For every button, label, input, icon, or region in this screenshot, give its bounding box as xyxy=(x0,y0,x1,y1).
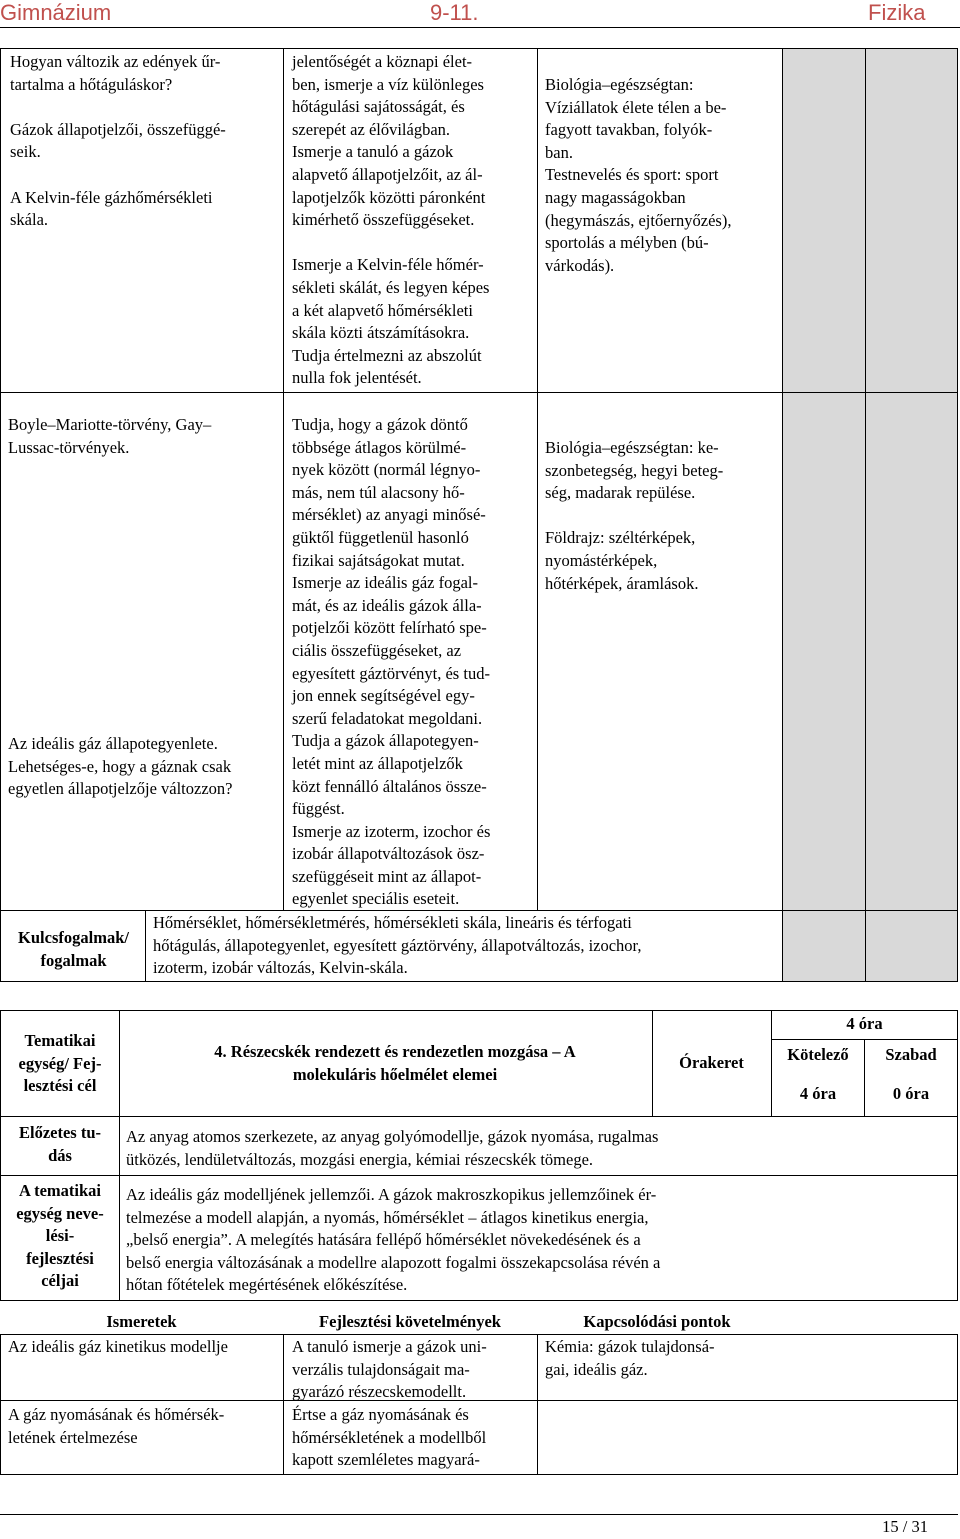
row2-kapcsolodasi: Biológia–egészségtan: ke- szonbetegség, hegyi beteg- ség, madarak repülése. Földrajz: széltérképek, nyomástérképek, hőtérképek, áramlások. xyxy=(545,438,724,593)
cell-kapcsolodasi: Kémia: gázok tulajdonsá- gai, ideális gáz. xyxy=(545,1337,715,1379)
cell-fejlesztesi: A tanuló ismerje a gázok uni- verzális tulajdonságait ma- gyarázó részecskemodellt. xyxy=(292,1337,487,1402)
szabad-label: Szabad xyxy=(885,1045,937,1064)
col-header-fejlesztesi: Fejlesztési követelmények xyxy=(319,1312,501,1331)
col-header-kapcsolodasi: Kapcsolódási pontok xyxy=(583,1312,731,1331)
kulcsfogalmak-label: Kulcsfogalmak/ fogalmak xyxy=(18,928,129,970)
row1-ismeretek: Hogyan változik az edények űr- tartalma a hőtáguláskor? Gázok állapotjelzői, összefüggé- seik. A Kelvin-féle gázhőmérsékleti skála. xyxy=(10,52,226,230)
shaded-column xyxy=(783,48,865,981)
unit-title: 4. Részecskék rendezett és rendezetlen mozgása – A molekuláris hőelmélet elemei xyxy=(214,1042,576,1084)
elozetes-label: Előzetes tu- dás xyxy=(18,1123,102,1165)
row2-fejlesztesi: Tudja, hogy a gázok döntő többsége átlagos körülmé- nyek között (normál légnyo- más, nem túl alacsony hő- mérséklet) az anyagi minősé- güktől függetlenül hasonló fizikai sajátságokat mutat. Ismerje az ideális gáz fogal- mát, és az ideális gázok álla- potjelzői között felírható spe- ciális összefüggéseket, az egyesített gáztörvényt, és tud- jon ennek segítségével egy- szerű feladatokat megoldani. Tudja a gázok állapotegyen- letét mint az állapotjelzők közt fennálló általános össze- függést. Ismerje az izoterm, izochor és izobár állapotváltozások ösz- szefüggéseit mint az állapot- egyenlet speciális eseteit. xyxy=(292,415,491,909)
page-number: 15 / 31 xyxy=(882,1517,928,1536)
cell-fejlesztesi: Értse a gáz nyomásának és hőmérsékletének a modellből kapott szemléletes magyará- xyxy=(292,1405,487,1470)
header-subject: Fizika xyxy=(868,0,926,25)
shaded-column xyxy=(866,48,957,981)
header-school: Gimnázium xyxy=(0,0,112,25)
footer-rule xyxy=(0,1514,958,1515)
unit-label: Tematikai egység/ Fej- lesztési cél xyxy=(18,1031,102,1096)
szabad-hours: 0 óra xyxy=(892,1084,930,1103)
row2-ismeretek-b: Az ideális gáz állapotegyenlete. Lehetséges-e, hogy a gáznak csak egyetlen állapotjelzője változzon? xyxy=(8,734,233,799)
cell-ismeretek: A gáz nyomásának és hőmérsék- letének értelmezése xyxy=(8,1405,225,1447)
row1-fejlesztesi: jelentőségét a köznapi élet- ben, ismerje a víz különleges hőtágulási sajátosságát, és szerepét az élővilágban. Ismerje a tanuló a gázok alapvető állapotjelzőit, az ál- lapotjelzők közötti páronként kimérhető összefüggéseket. Ismerje a Kelvin-féle hőmér- sékleti skálát, és legyen képes a két alapvető hőmérsékleti skála közti átszámításokra. Tudja értelmezni az abszolút nulla fok jelentését. xyxy=(292,52,490,388)
cell-ismeretek: Az ideális gáz kinetikus modellje xyxy=(8,1337,228,1356)
header-rule xyxy=(0,27,960,28)
celok-value: Az ideális gáz modelljének jellemzői. A gázok makroszkopikus jellemzőinek ér- telmezése a modell alapján, a nyomás, hőmérséklet – átlagos kinetikus energia, „belső energia”. A melegítés hatására fellépő hőmérséklet növekedésének és a belső energia változásának a modellre alapozott fogalmi összekapcsolása révén a hőtan főtételek megértésének előkészítése. xyxy=(126,1185,661,1295)
elozetes-value: Az anyag atomos szerkezete, az anyag golyómodellje, gázok nyomása, rugalmas ütközés, lendületváltozás, mozgási energia, kémiai részecskék tömege. xyxy=(126,1127,659,1169)
col-header-ismeretek: Ismeretek xyxy=(106,1312,177,1331)
kotelezo-hours: 4 óra xyxy=(799,1084,837,1103)
kulcsfogalmak-value: Hőmérséklet, hőmérsékletmérés, hőmérsékleti skála, lineáris és térfogati hőtágulás, állapotegyenlet, egyesített gáztörvény, állapotváltozás, izochor, izoterm, izobár változás, Kelvin-skála. xyxy=(153,913,642,978)
row1-kapcsolodasi: Biológia–egészségtan: Víziállatok élete télen a be- fagyott tavakban, folyók- ban. Testnevelés és sport: sport nagy magasságokban (hegymászás, ejtőernyőzés), sportolás a mélyben (bú- várkodás). xyxy=(545,75,732,275)
orakeret-label: Órakeret xyxy=(679,1053,744,1072)
row2-ismeretek-a: Boyle–Mariotte-törvény, Gay– Lussac-törvények. xyxy=(8,415,212,457)
kotelezo-label: Kötelező xyxy=(787,1045,849,1064)
hours-total: 4 óra xyxy=(846,1014,883,1033)
header-grade: 9-11. xyxy=(430,0,479,25)
celok-label: A tematikai egység neve- lési- fejlesztési céljai xyxy=(16,1181,104,1291)
